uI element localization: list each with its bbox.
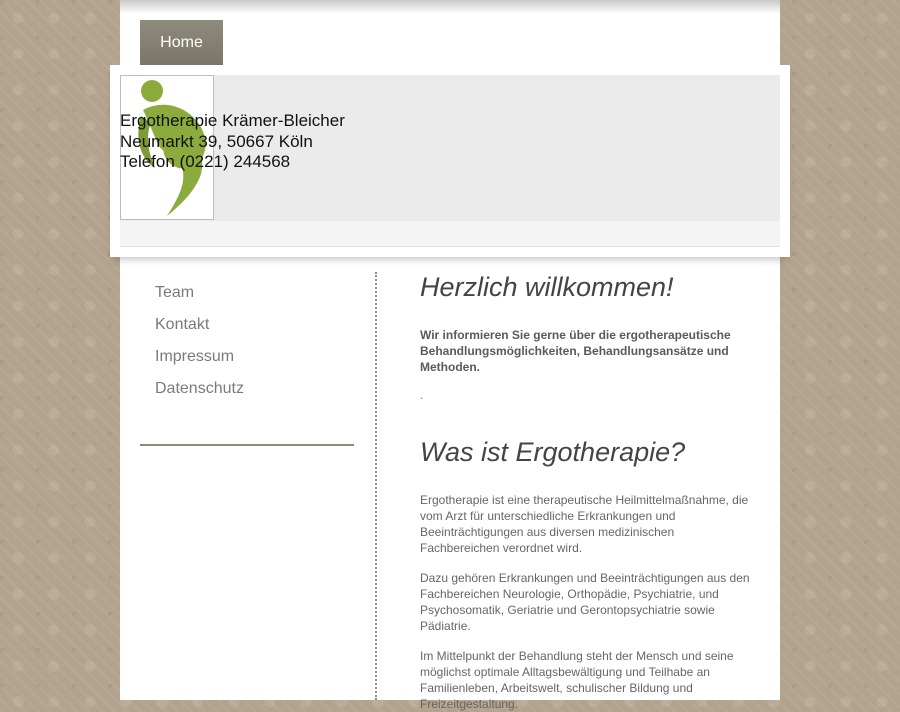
sidebar-item-kontakt[interactable]: Kontakt [155,316,210,333]
company-name: Ergotherapie Krämer-Bleicher [120,111,345,130]
ergotherapie-heading: Was ist Ergotherapie? [420,437,686,467]
sidebar-item-impressum[interactable]: Impressum [155,348,235,365]
sidebar-nav [155,283,244,411]
sidebar-item-team[interactable]: Team [155,284,195,301]
column-divider [375,272,377,700]
header-strip [120,221,780,247]
paragraph-2: Dazu gehören Erkrankungen und Beeinträchtigungen aus den Fachbereichen Neurologie, Orthopädie, Psychiatrie, und Psychosomatik, Geriatrie und Gerontopsychiatrie sowie Pädiatrie. [420,571,750,633]
welcome-heading: Herzlich willkommen! [420,272,674,302]
paragraph-3: Im Mittelpunkt der Behandlung steht der Mensch und seine möglichst optimale Alltagsbewältigung und Teilhabe an Familienleben, Arbeitswelt, schulischer Bildung und Freizeitgestaltung. [420,649,734,711]
intro-text: Wir informieren Sie gerne über die ergotherapeutische Behandlungsmöglichkeiten, Behandlungsansätze und Methoden. [420,328,731,374]
dot-text: . [420,388,424,402]
paragraph-1: Ergotherapie ist eine therapeutische Heilmittelmaßnahme, die vom Arzt für unterschiedliche Erkrankungen und Beeinträchtigungen aus diversen medizinischen Fachbereichen verordnet wird. [420,493,749,555]
company-address: Neumarkt 39, 50667 Köln [120,131,313,151]
sidebar-item-datenschutz[interactable]: Datenschutz [155,380,244,397]
sidebar-divider [140,444,354,446]
company-info [120,111,345,173]
company-phone: Telefon (0221) 244568 [120,152,291,171]
nav-home-button[interactable]: Home [140,20,223,65]
